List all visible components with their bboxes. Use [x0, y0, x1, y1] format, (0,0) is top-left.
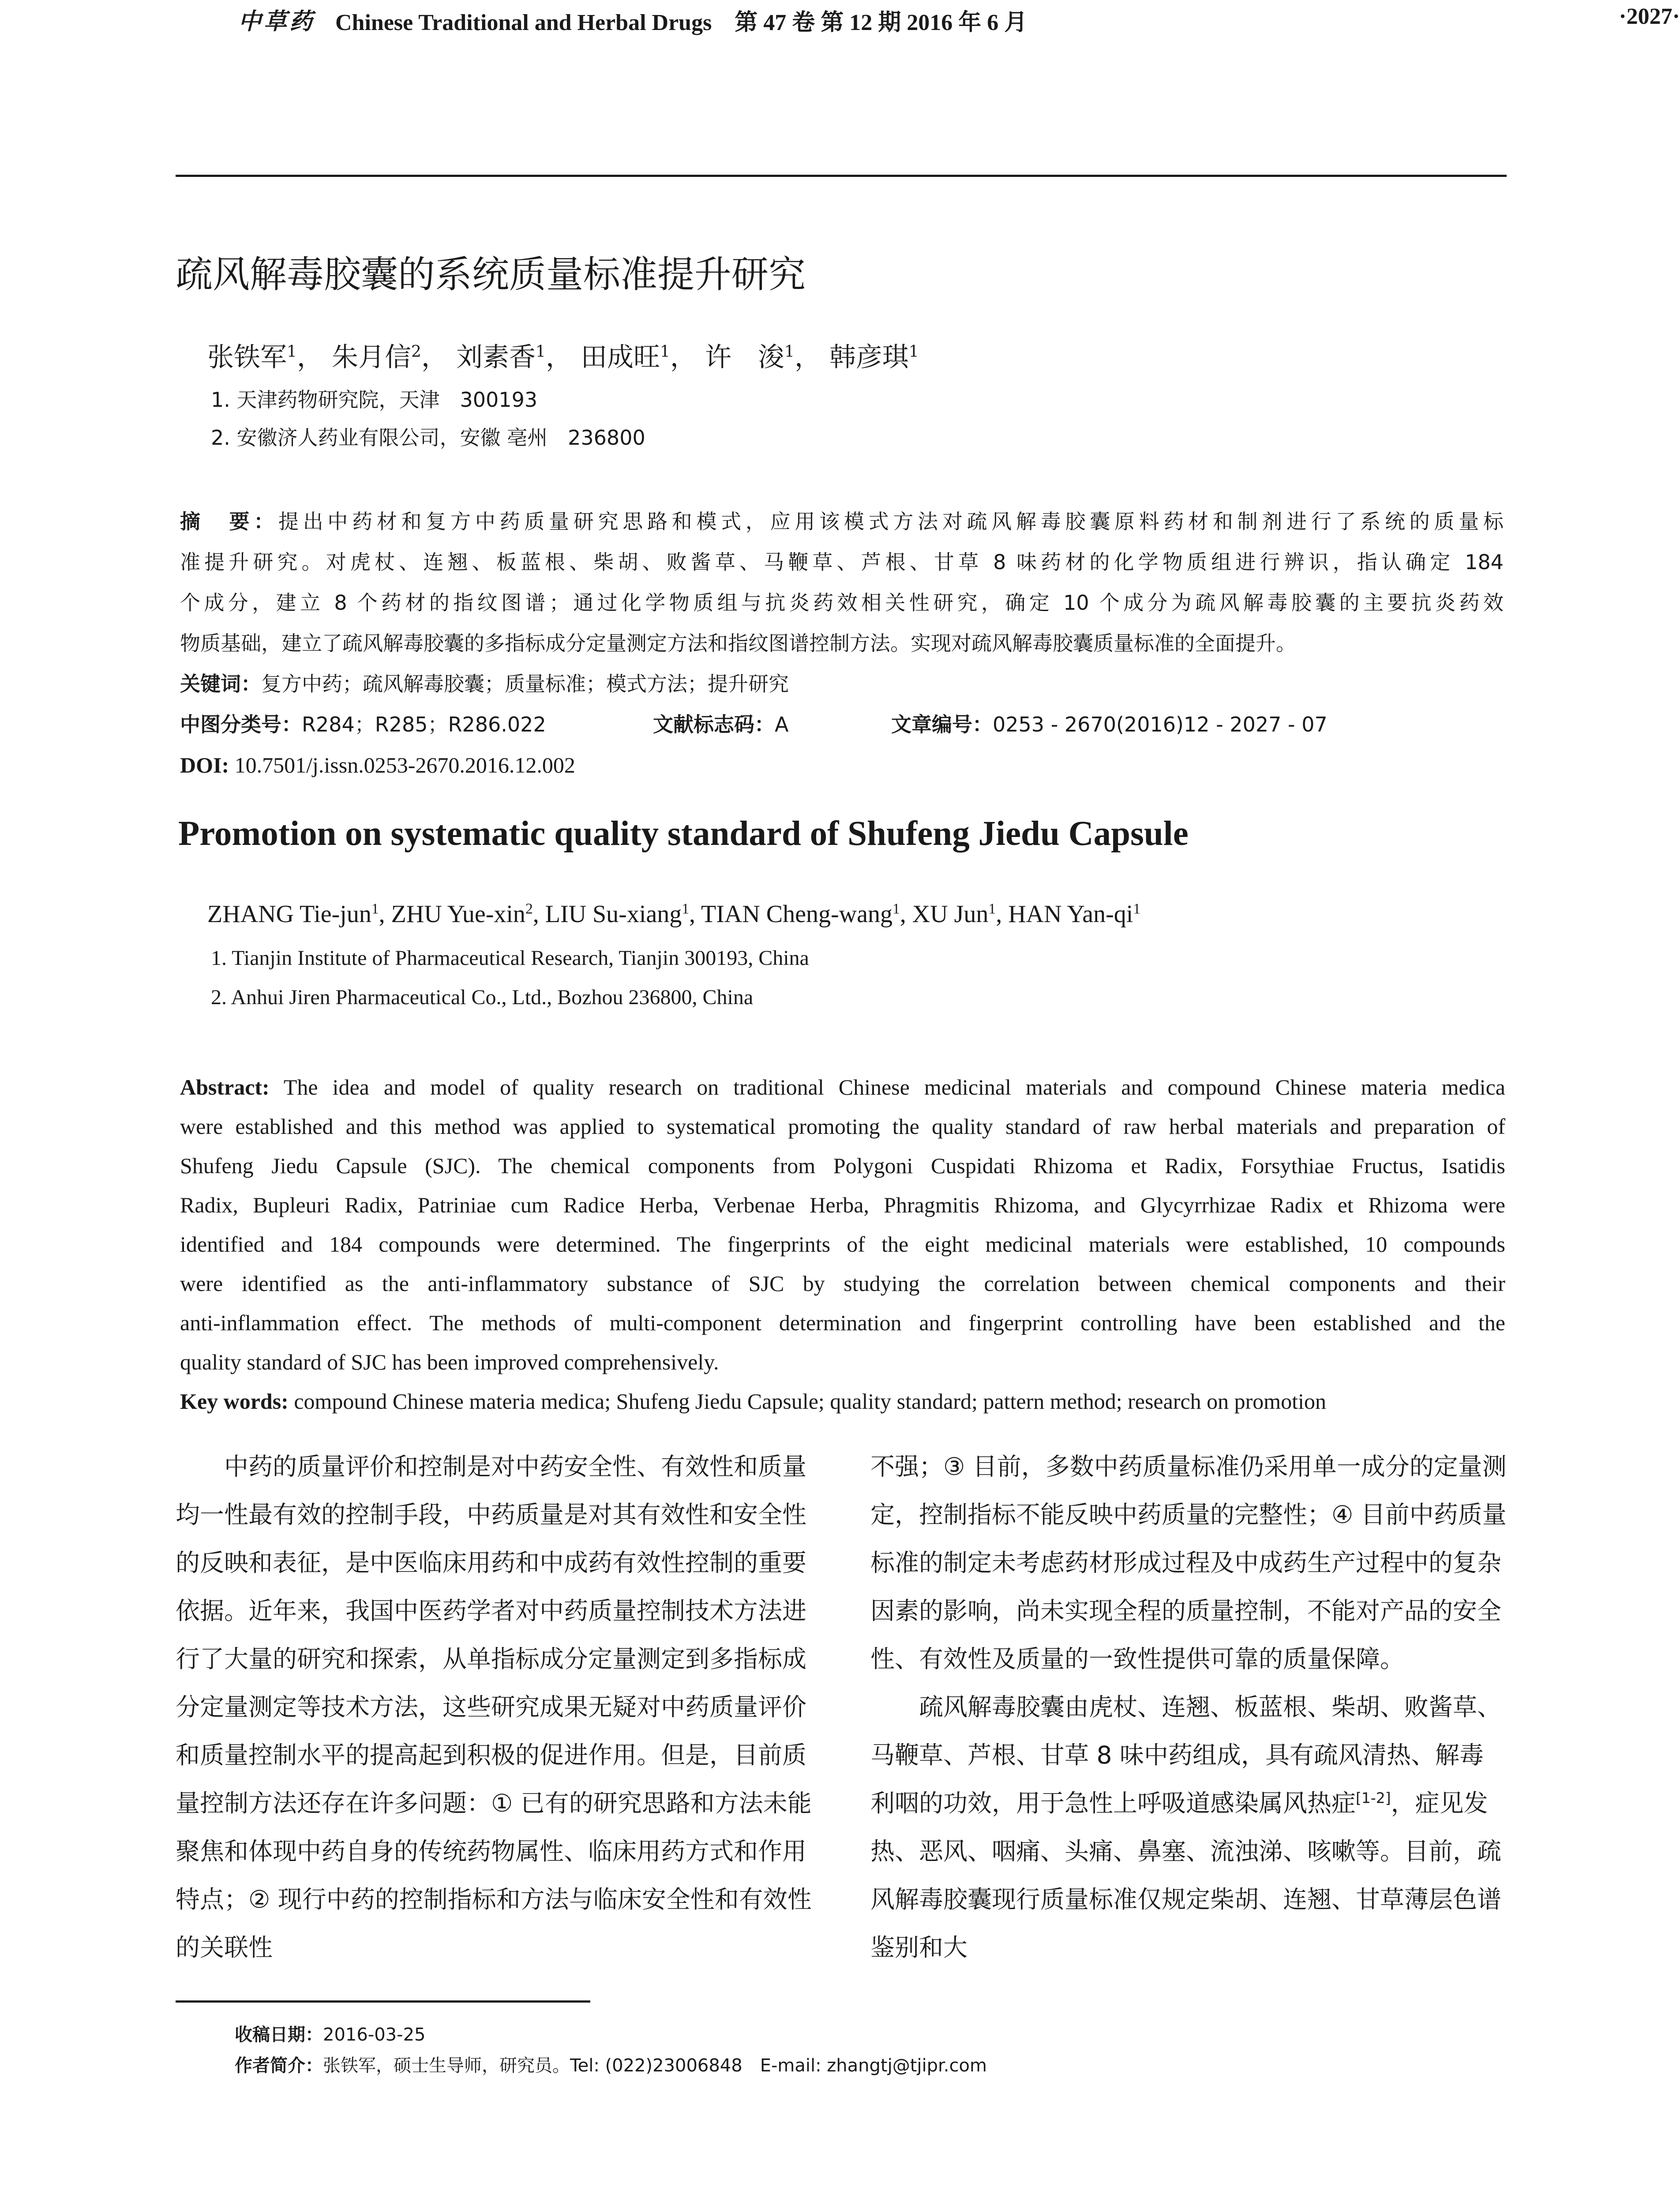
- received-date: 收稿日期：2016-03-25: [235, 2025, 426, 2045]
- footnote-rule: [176, 2000, 590, 2003]
- abstract-line: Abstract: The idea and model of quality research on traditional Chinese medicinal materials and compound Chinese materia medica: [180, 1075, 1505, 1099]
- keywords: compound Chinese materia medica; Shufeng Jiedu Capsule; quality standard; pattern method; research on promotion: [294, 1389, 1326, 1414]
- abstract-line: were established and this method was applied to systematical promoting the quality standard of raw herbal materials and preparation of: [180, 1114, 1505, 1139]
- abstract-line: were identified as the anti-inflammatory substance of SJC by studying the correlation between chemical components and their: [180, 1271, 1505, 1296]
- chinese-affiliation-1: 1. 天津药物研究院，天津 300193: [211, 388, 538, 412]
- article-no-label: 文章编号：: [891, 713, 993, 736]
- abstract-line: 准提升研究。对虎杖、连翘、板蓝根、柴胡、败酱草、马鞭草、芦根、甘草 8 味药材的化学物质组进行辨识，指认确定 184: [180, 550, 1504, 574]
- author-affil-marker: 1: [660, 343, 670, 361]
- abstract-line: 个成分，建立 8 个药材的指纹图谱；通过化学物质组与抗炎药效相关性研究，确定 10 个成分为疏风解毒胶囊的主要抗炎药效: [180, 591, 1504, 615]
- english-authors: ZHANG Tie-jun$^1$, ZHU Yue-xin$^2$, LIU Su-xiang$^1$, TIAN Cheng-wang$^1$, XU Jun$^1$, HAN Yan-$qi^1$: [207, 900, 1141, 928]
- author-name: 朱月信: [331, 342, 411, 373]
- author-name: 许 浚: [705, 342, 784, 373]
- chinese-affiliation-2: 2. 安徽济人药业有限公司，安徽 亳州 236800: [211, 426, 645, 450]
- author-affil-marker: 2: [525, 900, 533, 917]
- author-affil-marker: 1: [371, 900, 379, 917]
- doc-code-label: 文献标志码：: [653, 713, 775, 736]
- body-right-column: [870, 1443, 1507, 1972]
- english-affiliation-1: 1. Tianjin Institute of Pharmaceutical Research, Tianjin 300193, China: [211, 946, 809, 970]
- keywords-label: 关键词：: [180, 672, 261, 696]
- english-abstract: [180, 1068, 1505, 1421]
- keywords-line: [180, 664, 1504, 704]
- chinese-title: 疏风解毒胶囊的系统质量标准提升研究: [176, 253, 806, 296]
- author-affil-marker: 1: [988, 900, 996, 917]
- author-affil-marker: 1: [535, 343, 546, 361]
- keywords-line: [180, 1382, 1505, 1421]
- abstract-line: anti-inflammation effect. The methods of multi-component determination and fingerprint controlling have been established and the: [180, 1310, 1505, 1335]
- author-name: 田成旺: [580, 342, 660, 373]
- abstract-label: Abstract:: [180, 1075, 270, 1099]
- clc-code: R284；R285；R286.022: [302, 713, 546, 736]
- chinese-abstract: [180, 501, 1504, 785]
- keywords-label: Key words:: [180, 1389, 289, 1414]
- header-rule: [176, 175, 1507, 177]
- author-name: ZHU Yue-xin: [391, 900, 525, 928]
- article-no: 0253 - 2670(2016)12 - 2027 - 07: [993, 713, 1328, 736]
- body-paragraph: 不强；③ 目前，多数中药质量标准仍采用单一成分的定量测定，控制指标不能反映中药质量的完整性；④ 目前中药质量标准的制定未考虑药材形成过程及中成药生产过程中的复杂因素的影响，尚未实现全程的质量控制，不能对产品的安全性、有效性及质量的一致性提供可靠的质量保障。: [870, 1452, 1507, 1673]
- author-bio: 作者简介：张铁军，硕士生导师，研究员。Tel: (022)23006848 E-mail: zhangtj@tjipr.com: [235, 2056, 987, 2076]
- abstract-line: 摘 要：提出中药材和复方中药质量研究思路和模式，应用该模式方法对疏风解毒胶囊原料药材和制剂进行了系统的质量标: [180, 510, 1504, 533]
- author-affil-marker: 1: [287, 343, 297, 361]
- abstract-line: Shufeng Jiedu Capsule (SJC). The chemical components from Polygoni Cuspidati Rhizoma et Radix, Forsythiae Fructus, Isatidis: [180, 1153, 1505, 1178]
- classification-line: [180, 704, 1504, 745]
- body-paragraph: 疏风解毒胶囊由虎杖、连翘、板蓝根、柴胡、败酱草、马鞭草、芦根、甘草 8 味中药组成，具有疏风清热、解毒利咽的功效，用于急性上呼吸道感染属风热症[1-2]，症见发热、恶风、咽痛、头痛、鼻塞、流浊涕、咳嗽等。目前，疏风解毒胶囊现行质量标准仅规定柴胡、连翘、甘草薄层色谱鉴别和大: [870, 1693, 1502, 1962]
- author-affil-marker: 1: [1133, 900, 1141, 917]
- doi-label: DOI:: [180, 753, 229, 777]
- abstract-line: identified and 184 compounds were determined. The fingerprints of the eight medicinal materials were established, 10 compounds: [180, 1232, 1505, 1257]
- author-name: 刘素香: [456, 342, 536, 373]
- running-header: [0, 0, 1680, 35]
- author-name: 张铁军: [207, 342, 287, 373]
- author-name: XU Jun: [912, 900, 989, 928]
- body-paragraph: 中药的质量评价和控制是对中药安全性、有效性和质量均一性最有效的控制手段，中药质量是对其有效性和安全性的反映和表征，是中医临床用药和中成药有效性控制的重要依据。近年来，我国中医药学者对中药质量控制技术方法进行了大量的研究和探索，从单指标成分定量测定到多指标成分定量测定等技术方法，这些研究成果无疑对中药质量评价和质量控制水平的提高起到积极的促进作用。但是，目前质量控制方法还存在许多问题：① 已有的研究思路和方法未能聚焦和体现中药自身的传统药物属性、临床用药方式和作用特点；② 现行中药的控制指标和方法与临床安全性和有效性的关联性: [176, 1452, 812, 1962]
- page-number: ·2027·: [1619, 4, 1680, 29]
- abstract-line: 物质基础，建立了疏风解毒胶囊的多指标成分定量测定方法和指纹图谱控制方法。实现对疏风解毒胶囊质量标准的全面提升。: [180, 631, 1296, 655]
- keywords: 复方中药；疏风解毒胶囊；质量标准；模式方法；提升研究: [261, 672, 789, 696]
- doi: 10.7501/j.issn.0253-2670.2016.12.002: [234, 753, 575, 777]
- author-affil-marker: 1: [784, 343, 795, 361]
- author-name: 韩彦琪: [829, 342, 909, 373]
- abstract-label: 摘 要：: [180, 510, 278, 533]
- chinese-authors: 张铁军$^1$， 朱月信$^2$， 刘素香$^1$， 田成旺$^1$， 许 浚$^1$， 韩彦琪$^1$: [207, 342, 919, 373]
- english-title: Promotion on systematic quality standard of Shufeng Jiedu Capsule: [178, 814, 1189, 853]
- author-name: TIAN Cheng-wang: [701, 900, 892, 928]
- doc-code: A: [775, 713, 789, 736]
- author-affil-marker: 1: [908, 343, 919, 361]
- body-left-column: [176, 1443, 812, 1972]
- author-name: LIU Su-xiang: [545, 900, 682, 928]
- journal-logo: 中草药: [238, 8, 315, 35]
- author-affil-marker: 1: [892, 900, 900, 917]
- author-affil-marker: 1: [682, 900, 690, 917]
- abstract-line: quality standard of SJC has been improved comprehensively.: [180, 1350, 719, 1374]
- author-name: ZHANG Tie-jun: [207, 900, 371, 928]
- abstract-line: Radix, Bupleuri Radix, Patriniae cum Radice Herba, Verbenae Herba, Phragmitis Rhizoma, and Glycyrrhizae Radix et Rhizoma were: [180, 1193, 1505, 1217]
- journal-issue-line: Chinese Traditional and Herbal Drugs 第 47 卷 第 12 期 2016 年 6 月: [335, 10, 1028, 35]
- citation-ref: [1-2]: [1356, 1789, 1391, 1807]
- author-name: HAN Yan-qi: [1008, 900, 1133, 928]
- english-affiliation-2: 2. Anhui Jiren Pharmaceutical Co., Ltd., Bozhou 236800, China: [211, 986, 754, 1009]
- doi-line: [180, 745, 1504, 785]
- clc-label: 中图分类号：: [180, 713, 302, 736]
- author-affil-marker: 2: [411, 343, 421, 361]
